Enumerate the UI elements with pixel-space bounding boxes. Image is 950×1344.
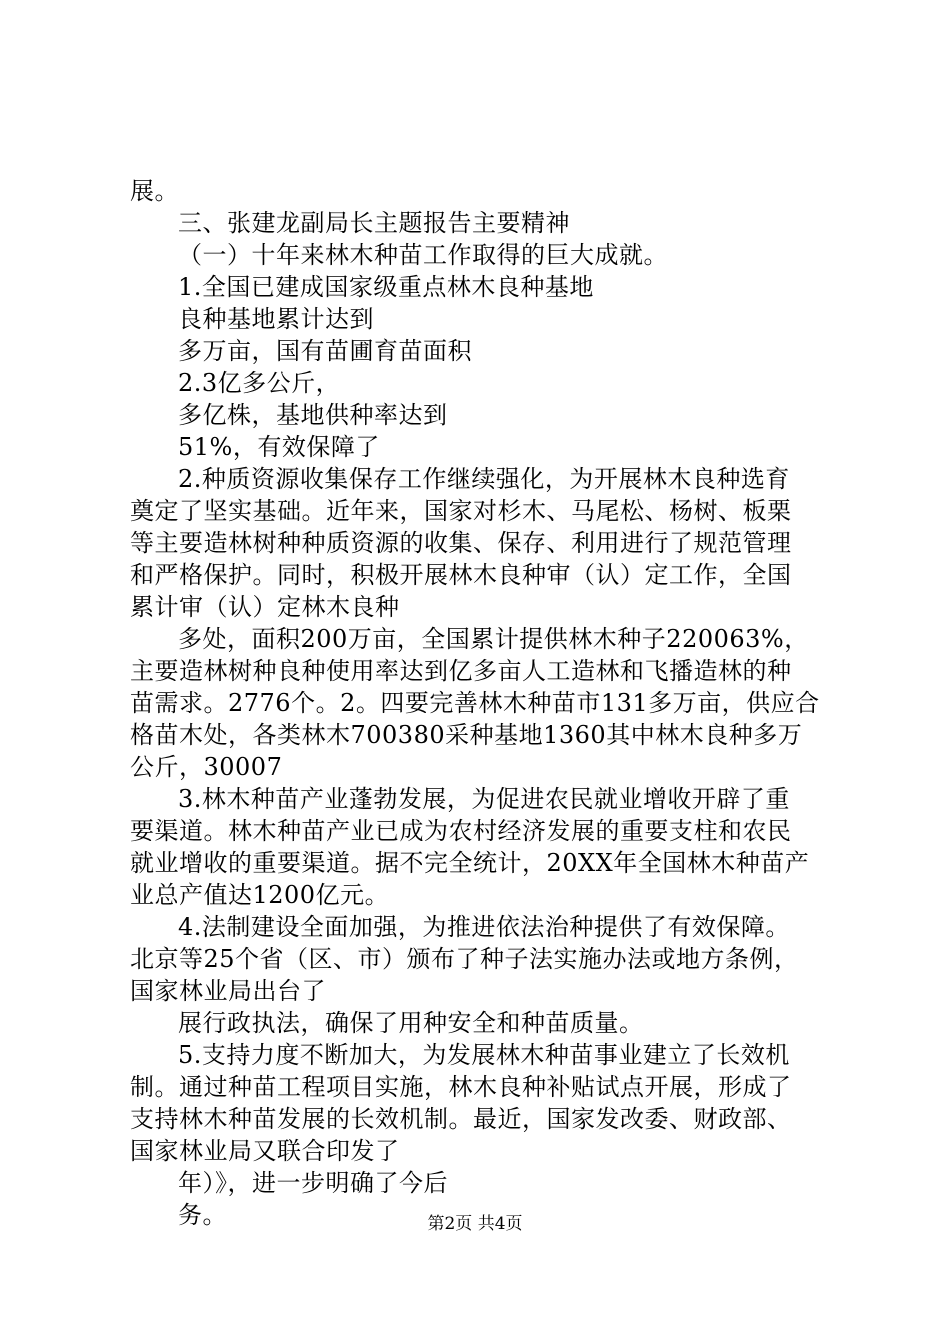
text-line: 5.支持力度不断加大，为发展林木种苗事业建立了长效机 [178, 1041, 790, 1069]
text-line: 多处，面积200万亩，全国累计提供林木种子220063%， [178, 625, 809, 653]
text-line: 3.林木种苗产业蓬勃发展，为促进农民就业增收开辟了重 [178, 785, 790, 813]
text-line: 奠定了坚实基础。近年来，国家对杉木、马尾松、杨树、板栗 [130, 497, 792, 525]
text-line: 展。 [130, 177, 179, 205]
text-line: 就业增收的重要渠道。据不完全统计，20XX年全国林木种苗产 [130, 849, 810, 877]
text-line: 公斤，30007 [130, 753, 283, 781]
text-line: 1.全国已建成国家级重点林木良种基地 [178, 273, 594, 301]
text-line: 良种基地累计达到 [178, 305, 374, 333]
text-line: 年）》，进一步明确了今后 [178, 1169, 448, 1197]
subsection-heading: （一）十年来林木种苗工作取得的巨大成就。 [178, 241, 668, 269]
text-line: 北京等25个省（区、市）颁布了种子法实施办法或地方条例， [130, 945, 799, 973]
page-number-footer: 第2页 共4页 [427, 1214, 523, 1234]
text-line: 4.法制建设全面加强，为推进依法治种提供了有效保障。 [178, 913, 790, 941]
text-line: 业总产值达1200亿元。 [130, 881, 390, 909]
text-line: 主要造林树种良种使用率达到亿多亩人工造林和飞播造林的种 [130, 657, 792, 685]
text-line: 多万亩，国有苗圃育苗面积 [178, 337, 472, 365]
text-line: 多亿株，基地供种率达到 [178, 401, 448, 429]
text-line: 国家林业局出台了 [130, 977, 326, 1005]
text-line: 展行政执法，确保了用种安全和种苗质量。 [178, 1009, 644, 1037]
text-line: 务。 [178, 1201, 227, 1229]
text-line: 国家林业局又联合印发了 [130, 1137, 400, 1165]
text-line: 苗需求。2776个。2。四要完善林木种苗市131多万亩，供应合 [130, 689, 820, 717]
text-line: 2.3亿多公斤， [178, 369, 341, 397]
text-line: 格苗木处，各类林木700380采种基地1360其中林木良种多万 [130, 721, 803, 749]
text-line: 要渠道。林木种苗产业已成为农村经济发展的重要支柱和农民 [130, 817, 792, 845]
text-line: 支持林木种苗发展的长效机制。最近，国家发改委、财政部、 [130, 1105, 792, 1133]
text-line: 制。通过种苗工程项目实施，林木良种补贴试点开展，形成了 [130, 1073, 792, 1101]
text-line: 2.种质资源收集保存工作继续强化，为开展林木良种选育 [178, 465, 790, 493]
text-line: 等主要造林树种种质资源的收集、保存、利用进行了规范管理 [130, 529, 792, 557]
text-line: 累计审（认）定林木良种 [130, 593, 400, 621]
text-line: 和严格保护。同时，积极开展林木良种审（认）定工作，全国 [130, 561, 792, 589]
section-heading: 三、张建龙副局长主题报告主要精神 [178, 209, 570, 237]
text-line: 51%，有效保障了 [178, 433, 380, 461]
